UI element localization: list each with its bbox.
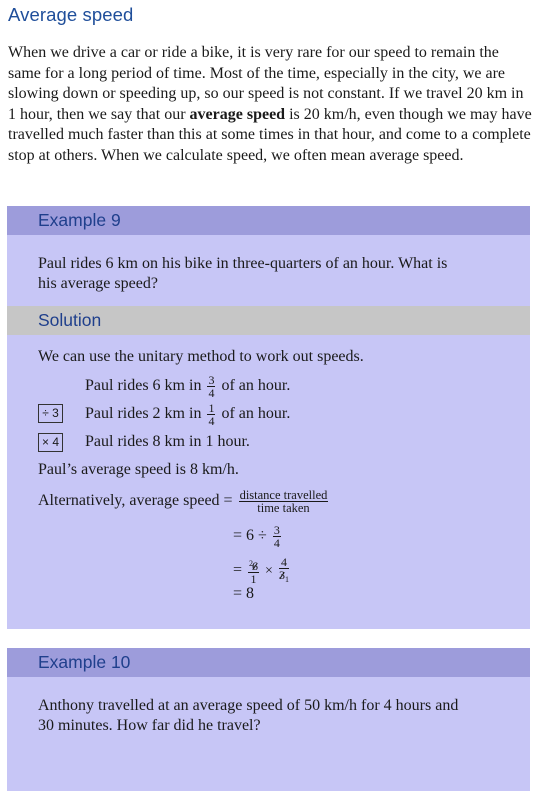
example-10-heading: Example 10: [7, 648, 530, 677]
step-2-post: of an hour.: [221, 405, 291, 423]
calc-line-3: = 8: [233, 585, 255, 602]
fraction-numerator: 4: [280, 555, 287, 569]
calc-line-1: [233, 524, 283, 549]
calc-2-equals: =: [233, 561, 243, 579]
fraction-denominator: 4: [208, 414, 215, 428]
step-1-post: of an hour.: [221, 377, 291, 395]
example-9-heading: Example 9: [7, 206, 530, 235]
alternative-formula: [38, 489, 330, 514]
fraction-denominator: 4: [208, 386, 215, 400]
cancel-result: 2: [249, 558, 254, 568]
fraction-denominator: [279, 569, 289, 586]
calc-2-fraction-2: [279, 556, 289, 586]
fraction-numerator: [248, 558, 259, 573]
calc-1-fraction: [273, 524, 281, 549]
intro-text-2: is 20 km/h, even though we may have travelled much faster than this at some times in that hour, and come to a complete stop at others. When we calculate speed, we often mean average speed.: [8, 105, 532, 164]
cancelled-digit: 3: [278, 568, 285, 582]
fraction-numerator: 3: [208, 373, 215, 387]
example-10-box: [7, 648, 530, 791]
example-10-question-line-1: Anthony travelled at an average speed of 50 km/h for 4 hours and: [38, 697, 459, 714]
example-9-question-line-2: his average speed?: [38, 275, 158, 292]
section-title: Average speed: [8, 4, 134, 25]
calc-line-2: [233, 556, 291, 586]
example-9-question-line-1: Paul rides 6 km on his bike in three-quarters of an hour. What is: [38, 255, 448, 272]
intro-text-1: When we drive a car or ride a bike, it is very rare for our speed to remain the same for a long period of time. Most of the time, especially in the city, we are slowing down or speeding up, so our speed is not constant. If we travel 20 km in 1 hour, then we say that our: [8, 44, 524, 123]
multiply-4-box: × 4: [38, 433, 63, 452]
calc-2-fraction-1: [248, 558, 259, 585]
fraction-numerator: 1: [208, 401, 215, 415]
fraction-numerator: 3: [273, 523, 280, 537]
alternative-text: Alternatively, average speed =: [38, 492, 233, 510]
intro-paragraph: [8, 43, 533, 167]
conclusion: Paul’s average speed is 8 km/h.: [38, 461, 239, 478]
cancelled-digit: 6: [252, 558, 259, 573]
step-1: [85, 374, 290, 399]
divide-3-box: ÷ 3: [38, 404, 63, 423]
example-10-question-line-2: 30 minutes. How far did he travel?: [38, 717, 261, 734]
example-9-box: [7, 206, 530, 629]
step-3: Paul rides 8 km in 1 hour.: [85, 433, 250, 450]
calc-1-pre: = 6 ÷: [233, 527, 267, 545]
formula-denominator: time taken: [257, 501, 310, 515]
formula-numerator: distance travelled: [239, 488, 328, 502]
step-1-pre: Paul rides 6 km in: [85, 377, 202, 395]
cancel-result: 1: [284, 575, 289, 584]
step-2-pre: Paul rides 2 km in: [85, 405, 202, 423]
solution-intro: We can use the unitary method to work out speeds.: [38, 348, 364, 365]
fraction-denominator: 1: [250, 571, 257, 586]
speed-formula-fraction: [239, 489, 329, 514]
intro-bold-term: average speed: [189, 105, 286, 123]
step-2: [85, 402, 290, 427]
step-2-fraction: [207, 402, 215, 427]
step-1-fraction: [207, 374, 215, 399]
fraction-denominator: 4: [273, 536, 280, 550]
solution-heading: Solution: [7, 306, 530, 335]
calc-2-times: ×: [265, 563, 273, 579]
